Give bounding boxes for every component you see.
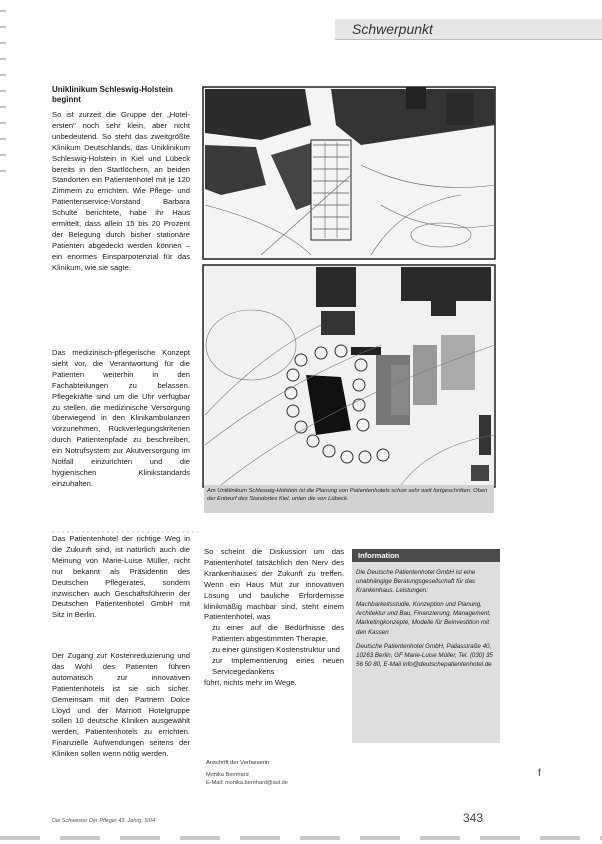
footer-rule — [0, 836, 602, 840]
author-label: Anschrift der Verfasserin — [206, 760, 270, 766]
info-heading-text: Information — [358, 551, 400, 560]
bullet-1: zu einer auf die Bedürfnisse des Patienten abgestimmten Therapie, — [212, 623, 344, 644]
section-label: Schwerpunkt — [352, 21, 433, 37]
side-mark: f — [538, 768, 541, 779]
paragraph-5: So scheint die Diskussion um das Patientenhotel tatsächlich den Nerv des Krankenhauses der Zukunft zu treffen. Wenn ein Haus Mut zur innovativen Lösung und bauliche Erfordernisse klinikmäßig machbar sind, steht einem Patientenhotel, was — [204, 547, 344, 622]
info-paragraph-3: Deutsche Patientenhotel GmbH, Pallasstraße 40, 10263 Berlin, GF Marie-Luise Müller, Tel. (030) 35 56 50 80, E-Mail info@deutschepatientenhotel.de — [356, 642, 493, 668]
info-text — [356, 568, 496, 674]
article-title: Uniklinikum Schleswig-Holstein beginnt — [52, 85, 173, 104]
journal-footer: Die Schwester Der Pfleger 43. Jahrg. 5/04 — [52, 818, 156, 824]
author-name: Monika Bernhard — [206, 772, 249, 778]
figure-caption: Am Uniklinikum Schleswig-Holstein ist die Planung von Patientenhotels schon sehr weit fortgeschritten. Oben der Entwurf des Standortes Kiel, unten die von Lübeck. — [207, 488, 488, 502]
info-paragraph-2: Machbarkeitsstudie, Konzeption und Planung, Architektur und Bau, Finanzierung, Management, Marketingkonzepte, Modelle für Beinvestition mit den Kassen — [356, 601, 491, 636]
bullet-2: zu einer günstigen Kostenstruktur und — [212, 645, 340, 655]
article-column-1b — [52, 348, 190, 526]
bullet-3: zur Implementierung eines neuen Servicegedankens — [212, 656, 344, 676]
header-rule — [335, 39, 602, 40]
article-column-2 — [204, 547, 344, 747]
paragraph-4: Der Zugang zur Kostenreduzierung und das Wohl des Patienten führen automatisch zur innovativen Patientenhotels ist sie sich sicher. Gemeinsam mit den Partnern Dolce Lloyd und der Marriott Hotelgruppe sollen 10 deutsche Kliniken ausgewählt werden, Patientenhotels zu errichten. Finanzielle Aufwendungen seitens der Kliniken sollen wenn nötig werden. — [52, 651, 190, 759]
author-email: E-Mail: monika.bernhard@aol.de — [206, 780, 288, 786]
paragraph-1: So ist zurzeit die Gruppe der „Hotel-ersten" noch sehr klein, aber nicht unbedeutend. So steht das zweitgrößte Klinikum Deutschlands, das Uniklinikum Schleswig-Holstein in Kiel und Lübeck bereits in den Startlöchern, an beiden Standorten ein Patientenhotel mit je 120 Zimmern zu errichten. Wie Pflege- und Patientenservice-Vorstand Barbara Schulte berichtete, habe ihr Haus ermittelt, dass allein 15 bis 20 Prozent der Belegung durch bisher stationäre Patienten abgedeckt werden können – ein enormes Einsparpotenzial für das Klinikum, wie sie sagte. — [52, 110, 190, 272]
binding-marks — [0, 10, 6, 180]
paragraph-closing: führt, nichts mehr im Wege. — [204, 677, 297, 687]
site-plans — [201, 85, 497, 498]
page-number: 343 — [463, 811, 484, 825]
site-plan-figure — [201, 85, 497, 498]
info-paragraph-1: Die Deutsche Patientenhotel GmbH ist eine unabhängige Beratungsgesellschaft für das Krankenhaus. Leistungen: — [356, 569, 476, 595]
article-column-1d — [52, 651, 190, 791]
article-column-1a — [52, 110, 190, 332]
paragraph-2: Das medizinisch-pflegerische Konzept sieht vor, die Verantwortung für die Patienten weiterhin in den Fachabteilungen zu belassen. Pflegekräfte sind um die Uhr verfügbar zu stellen, die medizinische Versorgung überwiegend in den Klinikambulanzen vorzunehmen, Rückverlegungskriterien durch Patientenpfade zu beschreiben, ein Notrufsystem zur Akutversorgung im Notfall einzurichten und die hygienischen Klinikstandards einzuhalten. — [52, 348, 190, 488]
paragraph-3: Das Patientenhotel der richtige Weg in die Zukunft sind, ist natürlich auch die Meinung von Marie-Luise Müller, nicht nur bekannt als Präsidentin des Deutschen Pflegerates, sondern inzwischen auch Geschäftsführerin der Deutschen Patientenhotel GmbH mit Sitz in Berlin. — [52, 534, 190, 620]
article-column-1c — [52, 534, 190, 642]
info-heading — [352, 549, 500, 562]
